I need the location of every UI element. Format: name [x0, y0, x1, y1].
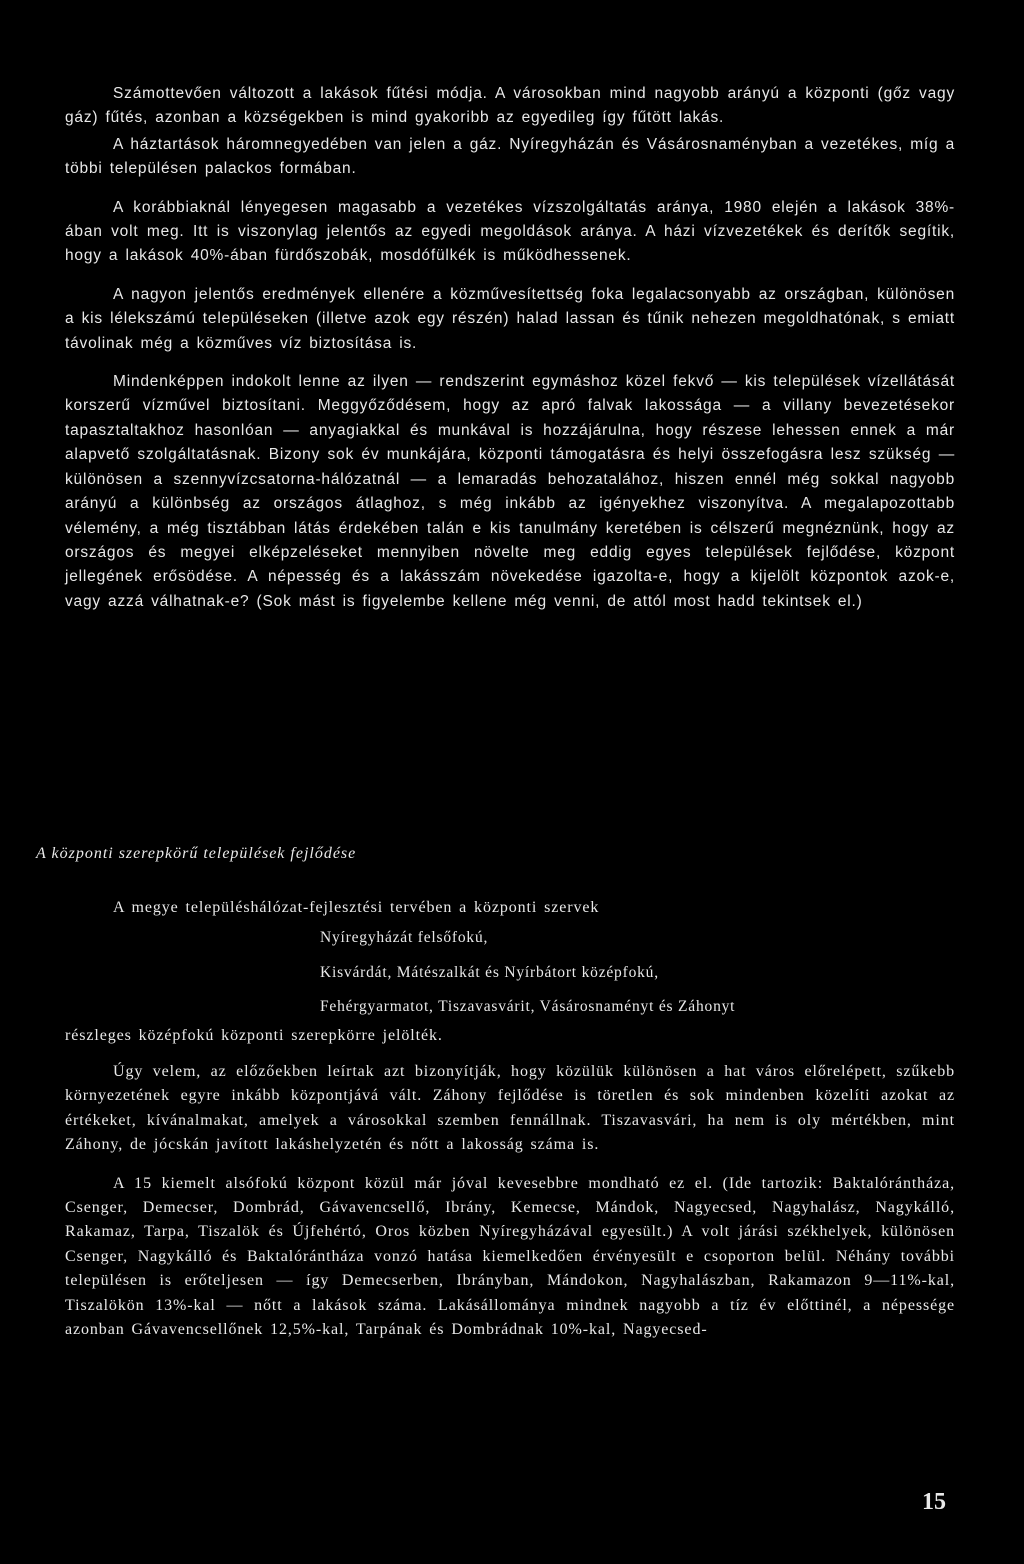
list-item-middle: Kisvárdát, Mátészalkát és Nyírbátort középfokú, [320, 963, 659, 981]
paragraph-plan-intro: A megye településhálózat-fejlesztési tervében a központi szervek [113, 899, 600, 916]
paragraph-lower-centres: A 15 kiemelt alsófokú központ közül már jóval kevesebbre mondható ez el. (Ide tartozik: Baktalórántháza, Csenger, Demecser, Dombrád, Gávavencsellő, Ibrány, Kemecse, Mándok, Nagyecsed, Nagyhalász, Nagykálló, Rakamaz, Tarpa, Tiszalök és Újfehértó, Oros közben Nyíregyházával egyesült.) A volt járási székhelyek, különösen Csenger, Nagykálló és Baktalórántháza vonzó hatása kiemelkedően érvényesült e csoporton belül. Néhány további településen is erőteljesen — így Demecserben, Ibrányban, Mándokon, Nagyhalászban, Rakamazon 9—11%-kal, Tiszalökön 13%-kal — nőtt a lakások száma. Lakásállománya mindnek nagyobb a tíz év előttinél, a népessége azonban Gávavencsellőnek 12,5%-kal, Tarpának és Dombrádnak 10%-kal, Nagyecsed- [65, 1174, 955, 1339]
paragraph-utilities: A nagyon jelentős eredmények ellenére a közművesítettség foka legalacsonyabb az országban, különösen a kis lélekszámú településeken (illetve azok egy részén) halad lassan és tűnik nehezen megoldhatónak, s emiatt távolinak még a közműves víz biztosítása is. [65, 285, 955, 352]
paragraph-heating: Számottevően változott a lakások fűtési módja. A városokban mind nagyobb arányú a központi (gőz vagy gáz) fűtés, azonban a községekben is mind gyakoribb az egyedileg így fűtött lakás. [65, 85, 955, 127]
list-item-higher: Nyíregyházát felsőfokú, [320, 929, 489, 947]
paragraph-plan-closing: részleges középfokú központi szerepkörre jelölték. [65, 1026, 443, 1044]
section-1 [65, 82, 955, 628]
paragraph-gas: A háztartások háromnegyedében van jelen a gáz. Nyíregyházán és Vásárosnaményban a vezetékes, míg a többi településen palackos formában. [65, 135, 955, 178]
paragraph-towns-progress: Úgy velem, az előzőekben leírtak azt bizonyítják, hogy közülük különösen a hat város előrelépett, szűkebb környezetének egyre inkább központjává vált. Záhony fejlődése is töretlen és sok mindenben közelíti azokat az értékeket, kívánalmakat, amelyek a városokkal szemben fennállnak. Tiszavasvári, ha nem is oly mértékben, mint Záhony, de jócskán javított lakáshelyzetén és nőtt a lakosság száma is. [65, 1063, 955, 1154]
section-heading: A központi szerepkörű települések fejlődése [36, 845, 357, 862]
paragraph-small-settlements: Mindenképpen indokolt lenne az ilyen — rendszerint egymáshoz közel fekvő — kis települések vízellátását korszerű vízművel biztosítani. Meggyőződésem, hogy az apró falvak lakossága — a villany bevezetésekor tapasztaltakhoz hasonlóan — anyagiakkal és munkával is hozzájárulna, hogy részese lehessen ennek a már alapvető szolgáltatásnak. Bizony sok év munkájára, központi támogatásra és helyi összefogásra lesz szükség — különösen a szennyvízcsatorna-hálózatnál — a lemaradás behozatalához, hiszen ennél még sokkal nagyobb arányú a különbség az országos átlaghoz, s még inkább az igényekhez viszonyítva. A megalapozottabb vélemény, a még tisztábban látás érdekében talán e kis tanulmány keretében is célszerű megnéznünk, hogy az országos és megyei elképzeléseket mennyiben növelte meg eddig egyes települések fejlődése, központ jellegének erősödése. A népesség és a lakásszám növekedése igazolta-e, hogy a kijelölt központok azok-e, vagy azzá válhatnak-e? (Sok mást is figyelembe kellene még venni, de attól most hadd tekintsek el.) [65, 373, 955, 610]
list-item-partial: Fehérgyarmatot, Tiszavasvárit, Vásárosnaményt és Záhonyt [320, 998, 736, 1016]
centre-list [65, 926, 955, 1019]
page-number: 15 [922, 1489, 946, 1515]
paragraph-water-supply: A korábbiaknál lényegesen magasabb a vezetékes vízszolgáltatás aránya, 1980 elején a lakások 38%-ában volt meg. Itt is viszonylag jelentős az egyedi megoldások aránya. A házi vízvezetékek és derítők segítik, hogy a lakások 40%-ában fürdőszobák, mosdófülkék is működhessenek. [65, 198, 955, 265]
section-2 [65, 896, 955, 1357]
